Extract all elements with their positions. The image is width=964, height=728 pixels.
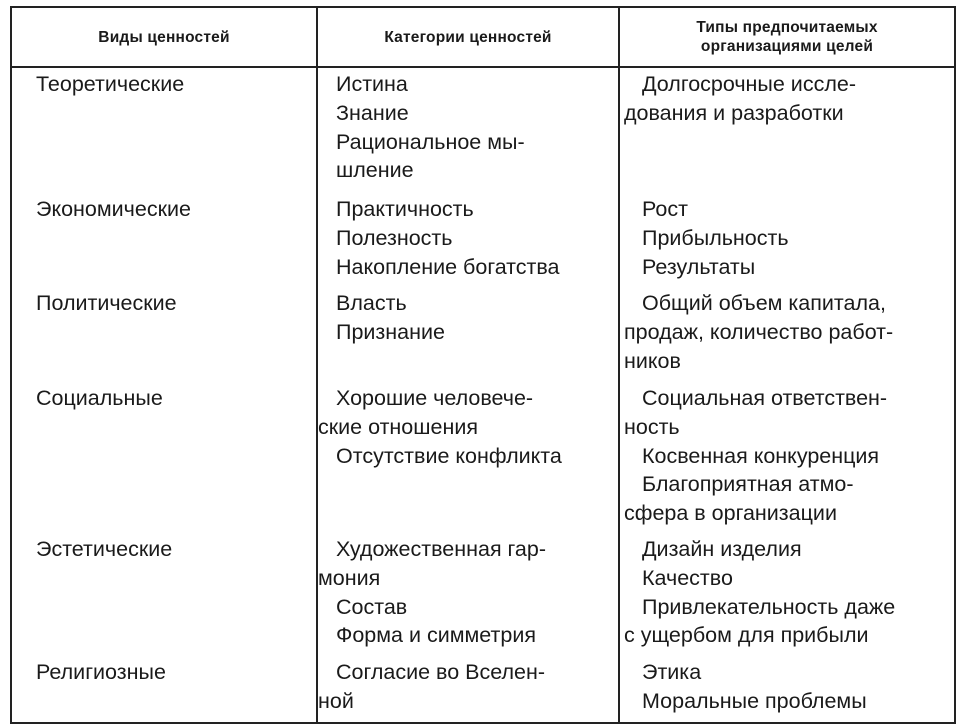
goal-item: Благоприятная атмо-	[642, 472, 854, 497]
category-item: Хорошие человече-	[336, 386, 534, 410]
goal-item: с ущербом для прибыли	[624, 623, 869, 648]
category-item: Власть	[336, 291, 407, 315]
category-item: Форма и симметрия	[336, 623, 536, 648]
category-item: Согласие во Вселен-	[336, 660, 546, 684]
row-kind	[36, 289, 177, 318]
header-goals-line-2: организациями целей	[700, 38, 874, 55]
row-kind	[36, 535, 172, 564]
header-kind-label: Виды ценностей	[98, 28, 230, 46]
category-item: Практичность	[336, 197, 474, 221]
goal-item: дования и разработки	[624, 100, 844, 125]
goal-item: Этика	[642, 660, 702, 684]
goal-item: Результаты	[642, 254, 756, 279]
row-categories	[318, 535, 546, 650]
row-goals	[624, 384, 887, 528]
goal-item: ность	[624, 414, 680, 439]
row-goals	[624, 535, 895, 650]
header-goals	[620, 8, 954, 66]
row-categories	[318, 289, 445, 347]
goal-item: Моральные проблемы	[642, 688, 867, 713]
goal-item: Привлекательность даже	[642, 594, 896, 619]
category-item: Знание	[336, 100, 409, 125]
values-table	[10, 6, 956, 724]
category-item: Рациональное мы-	[336, 129, 525, 154]
row-categories	[318, 70, 525, 185]
row-kind	[36, 70, 184, 99]
category-item: Полезность	[336, 225, 453, 250]
goal-item: Дизайн изделия	[642, 537, 802, 561]
header-kind	[12, 8, 316, 66]
category-item: Отсутствие конфликта	[336, 443, 562, 468]
row-goals	[624, 658, 867, 716]
goal-item: продаж, количество работ-	[624, 319, 894, 344]
goal-item: Рост	[642, 197, 688, 221]
row-categories	[318, 384, 562, 470]
goal-item: ников	[624, 348, 681, 373]
goal-item: Косвенная конкуренция	[642, 443, 880, 468]
row-categories	[318, 658, 545, 716]
row-goals	[624, 70, 856, 128]
row-kind	[36, 384, 163, 413]
row-kind	[36, 658, 166, 687]
header-divider	[12, 66, 954, 68]
goal-item: Долгосрочные иссле-	[642, 72, 856, 96]
category-item: Художественная гар-	[336, 537, 547, 561]
goal-item: сфера в организации	[624, 501, 837, 526]
row-kind-label: Эстетические	[36, 537, 173, 561]
header-categories	[318, 8, 618, 66]
category-item: ной	[318, 688, 354, 713]
row-kind-label: Теоретические	[36, 72, 185, 96]
header-goals-line-1: Типы предпочитаемых	[696, 19, 878, 36]
row-categories	[318, 195, 560, 281]
category-item: Состав	[336, 594, 408, 619]
row-kind-label: Политические	[36, 291, 177, 315]
category-item: мония	[318, 565, 381, 590]
category-item: ские отношения	[318, 414, 478, 439]
goal-item: Общий объем капитала,	[642, 291, 886, 315]
row-kind-label: Экономические	[36, 197, 191, 221]
goal-item: Прибыльность	[642, 225, 789, 250]
row-kind	[36, 195, 191, 224]
goal-item: Качество	[642, 565, 733, 590]
goal-item: Социальная ответствен-	[642, 386, 888, 410]
row-goals	[624, 289, 893, 375]
column-divider	[618, 8, 620, 722]
category-item: Накопление богатства	[336, 254, 560, 279]
row-goals	[624, 195, 789, 281]
category-item: Признание	[336, 319, 445, 344]
category-item: Истина	[336, 72, 408, 96]
row-kind-label: Социальные	[36, 386, 163, 410]
row-kind-label: Религиозные	[36, 660, 166, 684]
category-item: шление	[336, 158, 414, 183]
header-categories-label: Категории ценностей	[384, 28, 552, 46]
